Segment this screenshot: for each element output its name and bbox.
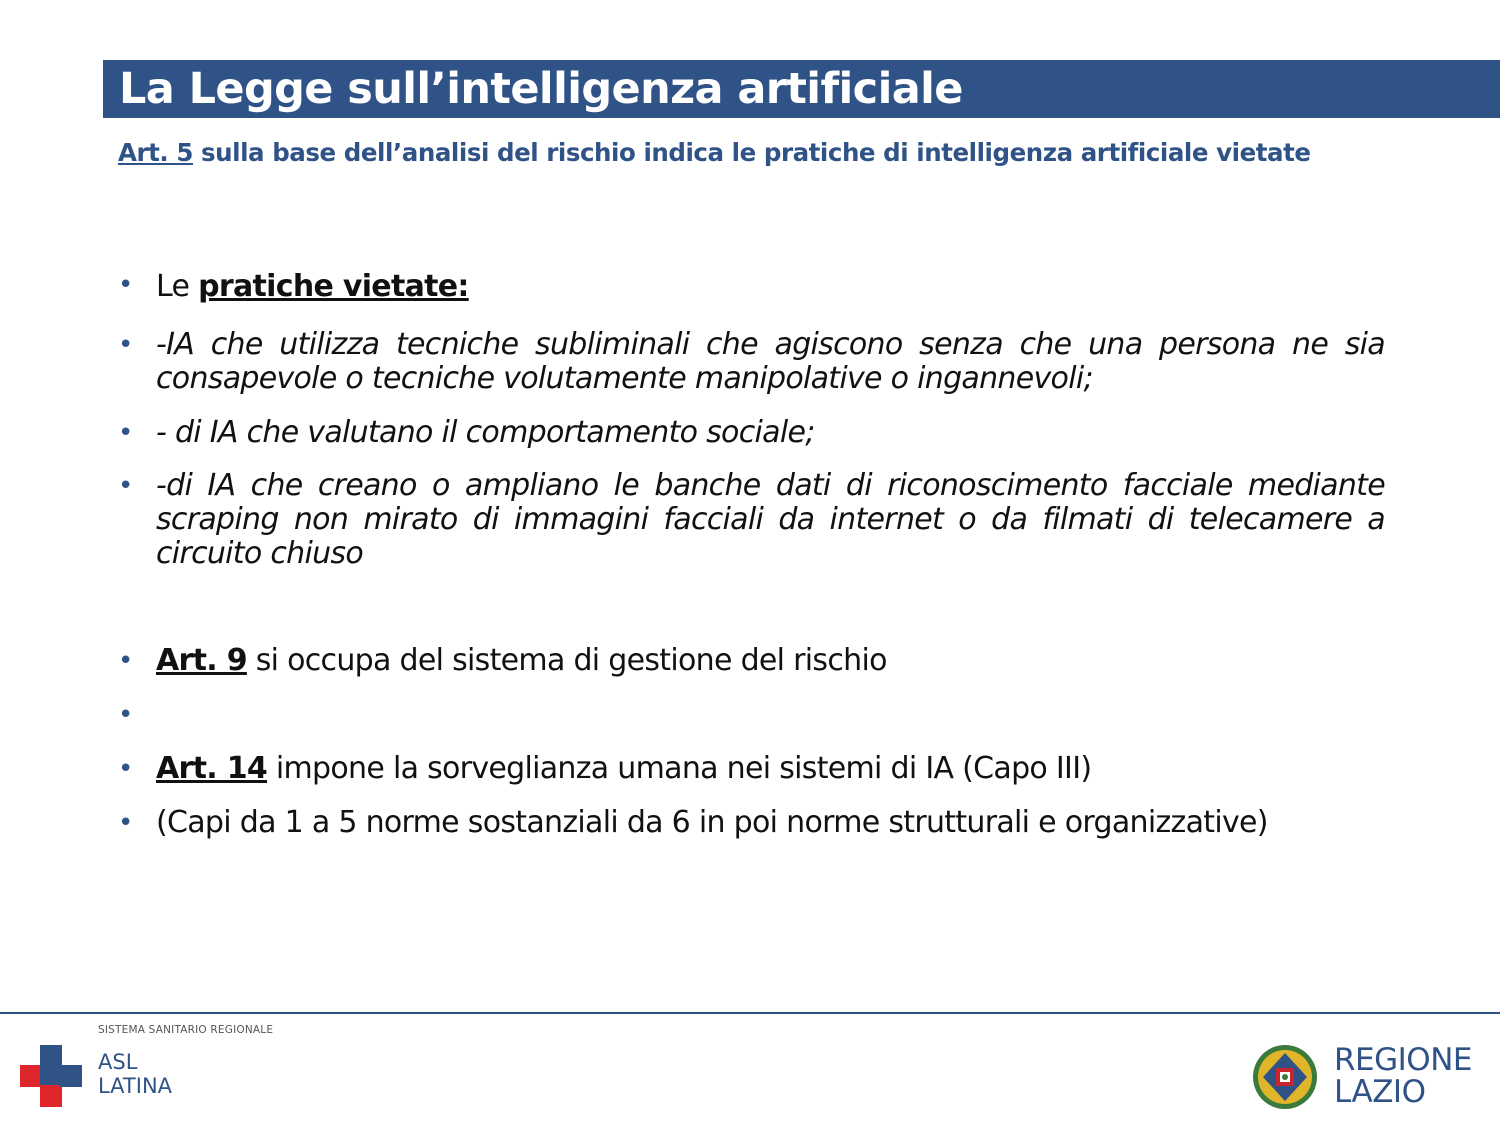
asl-line1: ASL bbox=[98, 1050, 138, 1074]
title-bar bbox=[103, 60, 1500, 118]
cross-left-red bbox=[20, 1065, 42, 1087]
bullet-text bbox=[156, 270, 1385, 304]
bullet-text: - di IA che valutano il comportamento sociale; bbox=[156, 415, 815, 450]
bullet-rest: si occupa del sistema di gestione del rischio bbox=[246, 643, 887, 678]
subtitle bbox=[118, 138, 1311, 167]
bullet-text: -IA che utilizza tecniche subliminali che agiscono senza che una persona ne sia consapevole o tecniche volutamente manipolative o ingannevoli; bbox=[156, 327, 1385, 396]
bullet-icon: • bbox=[118, 700, 134, 730]
article-ref: Art. 9 bbox=[156, 643, 247, 678]
bullet-text: -di IA che creano o ampliano le banche dati di riconoscimento facciale mediante scraping non mirato di immagini facciali da internet o da filmati di telecamere a circuito chiuso bbox=[156, 468, 1385, 571]
cross-right-blue bbox=[60, 1065, 82, 1087]
subtitle-text: sulla base dell’analisi del rischio indica le pratiche di intelligenza artificiale vietate bbox=[192, 138, 1311, 167]
bullet-rest: impone la sorveglianza umana nei sistemi di IA (Capo III) bbox=[267, 751, 1092, 786]
ssr-label: SISTEMA SANITARIO REGIONALE bbox=[98, 1024, 274, 1036]
subtitle-article-ref: Art. 5 bbox=[118, 138, 193, 167]
asl-line2: LATINA bbox=[98, 1074, 173, 1098]
bullet-icon: • bbox=[118, 418, 134, 448]
bullet-icon: • bbox=[118, 330, 134, 360]
bullet-icon: • bbox=[118, 754, 134, 784]
regione-lazio-emblem-icon bbox=[1252, 1044, 1318, 1110]
article-ref: Art. 14 bbox=[156, 751, 268, 786]
page-title: La Legge sull’intelligenza artificiale bbox=[119, 64, 963, 114]
bullet-icon: • bbox=[118, 471, 134, 501]
bullet-icon: • bbox=[118, 270, 134, 300]
bullet-icon: • bbox=[118, 808, 134, 838]
regione-lazio-brand bbox=[1334, 1044, 1472, 1108]
bullet-text bbox=[156, 644, 1385, 678]
bullet-icon: • bbox=[118, 646, 134, 676]
bullet-text: (Capi da 1 a 5 norme sostanziali da 6 in poi norme strutturali e organizzative) bbox=[156, 805, 1268, 840]
asl-brand bbox=[98, 1050, 172, 1098]
asl-cross-logo-icon bbox=[20, 1045, 82, 1107]
footer-divider bbox=[0, 1012, 1500, 1014]
bullet-prefix: Le bbox=[156, 269, 199, 304]
bullet-bold: pratiche vietate: bbox=[198, 269, 469, 304]
cross-bottom-red bbox=[40, 1085, 62, 1107]
regione-line2: LAZIO bbox=[1334, 1074, 1426, 1110]
regione-line1: REGIONE bbox=[1334, 1042, 1472, 1078]
bullet-text bbox=[156, 752, 1385, 786]
